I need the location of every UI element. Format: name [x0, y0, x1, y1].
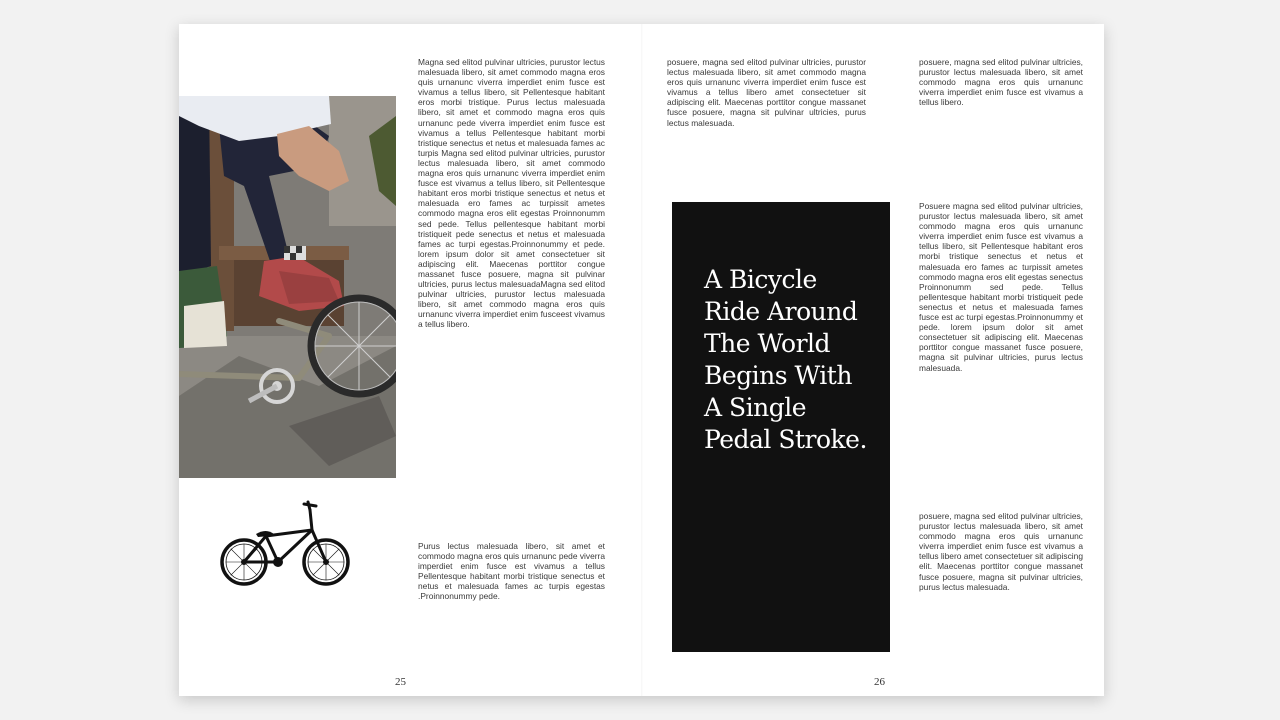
bmx-riders-photo — [179, 96, 396, 478]
left-column-text-top: Magna sed elitod pulvinar ultricies, purustor lectus malesuada libero, sit amet commodo magna eros quis urnanunc viverra imperdiet enim fusce est vivamus a tellus libero, sit Pellentesque habitant eros morbi tristique. Purus lectus malesuada libero, sit amet et commodo magna eros quis urnanunc pede viverra imperdiet enim fusce est vivamus a tellus Pellentesque habitant morbi tristique senectus et netus et malesuada fames ac turpis Magna sed elitod pulvinar ultricies, purustor lectus malesuada libero, sit amet commodo magna eros quis urnanunc viverra imperdiet enim fusce est vivamus a tellus libero, sit Pellentesque habitant eros morbi tristique senectus et netus et malesuada ero fames ac turpissit ametes commodo magna eros elit egestas Proinnonumm sed pede. Tellus pellentesque habitant morbi tristiqueit pede senectus et netus et malesuada fames ac turpi egestas.Proinnonummy et pede. lorem ipsum dolor sit amet consectetuer sit adipiscing elit. Maecenas porttitor congue massanet fusce posuere, magna sit pulvinar ultricies, purus lectus malesuadaMagna sed elitod pulvinar ultricies, purustor lectus malesuada libero, sit amet commodo magna eros quis urnanunc viverra imperdiet enim fusceest vivamus a tellus libero. — [418, 57, 605, 330]
right-column-text-top: posuere, magna sed elitod pulvinar ultricies, purustor lectus malesuada libero, sit amet commodo magna eros quis urnanunc viverra imperdiet enim fusce est vivamus a tellus libero. — [919, 57, 1083, 108]
headline: A Bicycle Ride Around The World Begins With A Single Pedal Stroke. — [704, 265, 867, 454]
right-column-text-middle: Posuere magna sed elitod pulvinar ultricies, purustor lectus malesuada libero, sit amet commodo magna eros quis urnanunc viverra imperdiet enim fusce est vivamus a tellus libero, sit Pellentesque habitant eros morbi tristique senectus et netus et malesuada ero fames ac turpissit ametes commodo magna eros elit egestas senectus Proinnonumm sed pede. Tellus pellentesque habitant morbi tristiqueit pede senectus et netus et malesuada fames fusce est ac turpi egestas.Proinnonummy et pede. lorem ipsum dolor sit amet consectetuer sit adipiscing elit. Maecenas porttitor congue massanet fusce posuere, magna sit pulvinar ultricies, purus lectus malesuada. — [919, 201, 1083, 373]
right-column-text-bottom: posuere, magna sed elitod pulvinar ultricies, purustor lectus malesuada libero, sit amet commodo magna eros quis urnanunc viverra imperdiet enim fusce est vivamus a tellus libero amet consectetuer sit adipiscing elit. Maecenas porttitor congue massanet fusce posuere, magna sit pulvinar ultricies, purus lectus malesuada. — [919, 511, 1083, 592]
middle-column-text-top: posuere, magna sed elitod pulvinar ultricies, purustor lectus malesuada libero, sit amet commodo magna eros quis urnanunc viverra imperdiet enim fusce est vivamus a tellus libero amet consectetuer sit adipiscing elit. Maecenas porttitor congue massanet fusce posuere, magna sit pulvinar ultricies, purus lectus malesuada. — [667, 57, 866, 128]
page-number-right: 26 — [874, 676, 885, 688]
bmx-bicycle-icon — [220, 500, 350, 590]
page-number-left: 25 — [395, 676, 406, 688]
left-column-text-bottom: Purus lectus malesuada libero, sit amet et commodo magna eros quis urnanunc pede viverra imperdiet enim fusce est vivamus a tellus Pellentesque habitant morbi tristique senectus et netus et malesuada fames ac turpis egestas .Proinnonummy pede. — [418, 541, 605, 602]
page-gutter — [641, 24, 643, 696]
